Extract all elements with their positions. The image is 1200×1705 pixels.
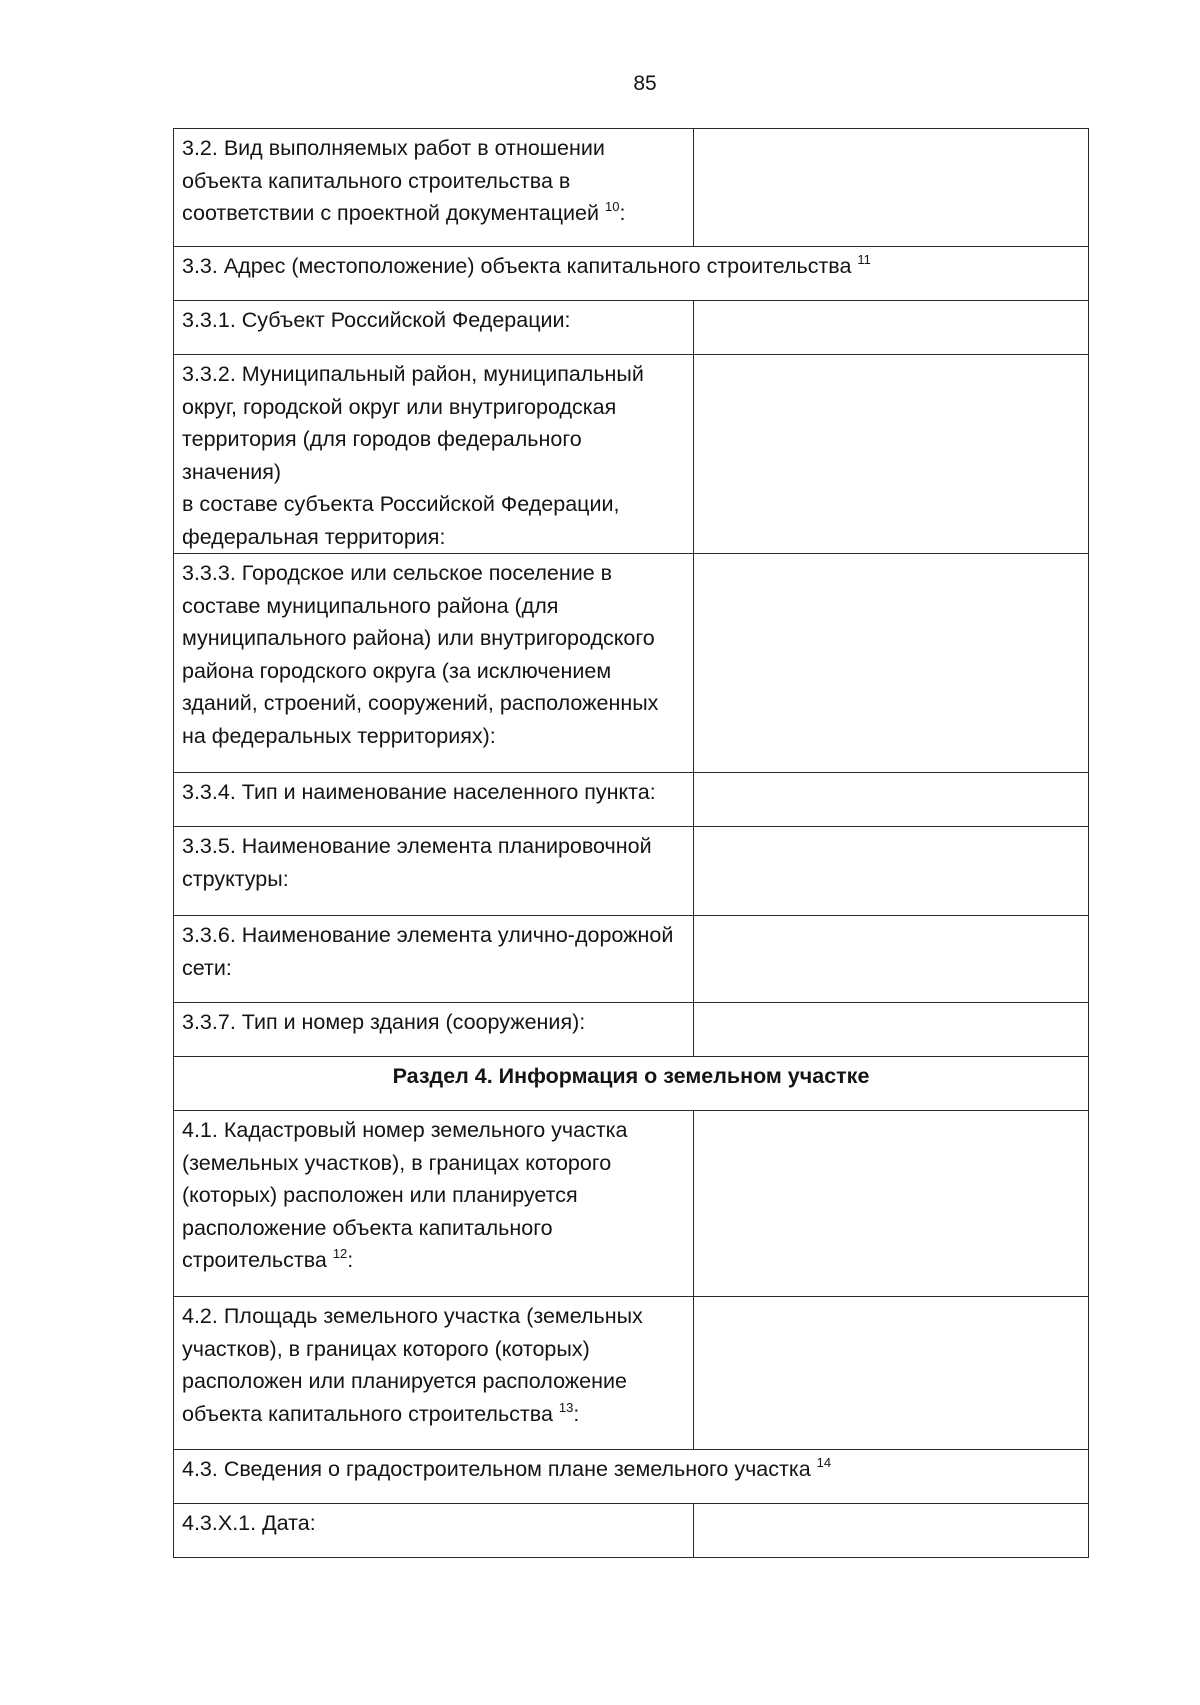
value-field-road-element[interactable]: [694, 916, 1089, 1003]
row-3-3-4: [174, 773, 1089, 827]
section-title: Раздел 4. Информация о земельном участке: [174, 1057, 1089, 1111]
footnote-marker: 13: [558, 1399, 574, 1415]
footnote-marker: 11: [857, 252, 871, 267]
label-cell: [174, 1111, 694, 1297]
label-colon: :: [619, 201, 626, 225]
value-field-date[interactable]: [694, 1504, 1089, 1558]
row-label: 3.3.7. Тип и номер здания (сооружения):: [182, 1010, 586, 1034]
value-field-cadastral-number[interactable]: [694, 1111, 1089, 1297]
row-label: 3.3.4. Тип и наименование населенного пункта:: [182, 780, 656, 804]
row-label: 3.2. Вид выполняемых работ в отношении объекта капитального строительства в соответствии с проектной документацией: [182, 136, 605, 225]
row-3-2: [174, 129, 1089, 247]
footnote-marker: 10: [604, 199, 620, 214]
row-4-3: [174, 1450, 1089, 1504]
label-cell: [174, 355, 694, 554]
footnote-marker: 12: [332, 1246, 348, 1261]
row-3-3-6: [174, 916, 1089, 1003]
label-cell: [174, 1297, 694, 1450]
value-field-locality[interactable]: [694, 773, 1089, 827]
row-label: 3.3.5. Наименование элемента планировочной структуры:: [182, 834, 652, 891]
value-field-subject-rf[interactable]: [694, 301, 1089, 355]
row-3-3: [174, 247, 1089, 301]
row-label: 3.3.2. Муниципальный район, муниципальный округ, городской округ или внутригородская территория (для городов федерального значения) в составе субъекта Российской Федерации, федеральная территория:: [182, 362, 644, 549]
row-4-3-x-1: [174, 1504, 1089, 1558]
value-field-land-area[interactable]: [694, 1297, 1089, 1450]
row-4-1: [174, 1111, 1089, 1297]
row-label: 4.3.Х.1. Дата:: [182, 1511, 316, 1535]
row-3-3-5: [174, 827, 1089, 916]
page-number: 85: [633, 72, 657, 95]
value-field-municipal-district[interactable]: [694, 355, 1089, 554]
label-colon: :: [573, 1401, 580, 1426]
label-cell: [174, 247, 1089, 301]
value-field-work-type[interactable]: [694, 129, 1089, 247]
label-cell: [174, 129, 694, 247]
row-label: 3.3.3. Городское или сельское поселение в составе муниципального района (для муниципального района) или внутригородского района городского округа (за исключением зданий, строений, сооружений, расположенных на федеральных территориях):: [182, 561, 659, 748]
label-cell: [174, 827, 694, 916]
row-label: 3.3.6. Наименование элемента улично-дорожной сети:: [182, 923, 674, 980]
value-field-planning-element[interactable]: [694, 827, 1089, 916]
label-cell: [174, 1003, 694, 1057]
label-cell: [174, 301, 694, 355]
row-3-3-1: [174, 301, 1089, 355]
row-label: 3.3. Адрес (местоположение) объекта капитального строительства: [182, 254, 858, 278]
label-cell: [174, 1450, 1089, 1504]
value-field-building-number[interactable]: [694, 1003, 1089, 1057]
row-label: 4.2. Площадь земельного участка (земельных участков), в границах которого (которых) расположен или планируется расположение объекта капитального строительства: [182, 1304, 643, 1426]
row-label: 4.1. Кадастровый номер земельного участка (земельных участков), в границах которого (которых) расположен или планируется расположение объекта капитального строительства: [182, 1118, 628, 1272]
row-3-3-2: [174, 355, 1089, 554]
label-cell: [174, 1504, 694, 1558]
label-cell: [174, 554, 694, 773]
section-4-header-row: [174, 1057, 1089, 1111]
row-3-3-3: [174, 554, 1089, 773]
row-3-3-7: [174, 1003, 1089, 1057]
label-cell: [174, 773, 694, 827]
label-cell: [174, 916, 694, 1003]
label-colon: :: [347, 1248, 354, 1272]
row-label: 4.3. Сведения о градостроительном плане земельного участка: [182, 1457, 817, 1481]
application-form-table: [173, 128, 1089, 1558]
value-field-settlement[interactable]: [694, 554, 1089, 773]
row-label: 3.3.1. Субъект Российской Федерации:: [182, 308, 571, 332]
footnote-marker: 14: [816, 1455, 832, 1470]
row-4-2: [174, 1297, 1089, 1450]
